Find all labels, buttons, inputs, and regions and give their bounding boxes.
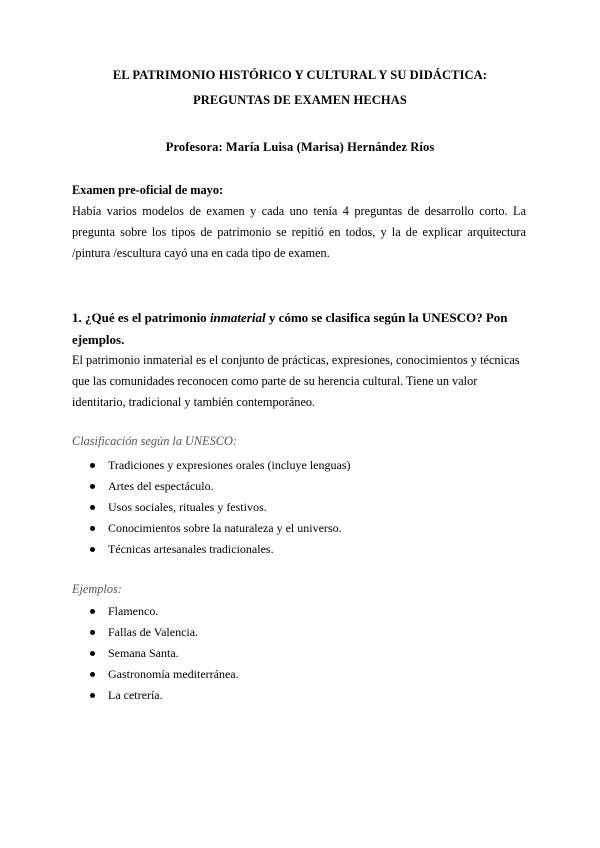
- list-item: [90, 476, 351, 497]
- list-item: [90, 497, 351, 518]
- list-item: [90, 539, 351, 560]
- list-item-text: Fallas de Valencia.: [108, 625, 199, 639]
- bullet-icon: [90, 463, 95, 468]
- document-title-line1: EL PATRIMONIO HISTÓRICO Y CULTURAL Y SU DIDÁCTICA:: [112, 68, 488, 82]
- exam-heading: Examen pre-oficial de mayo:: [72, 183, 224, 197]
- bullet-icon: [90, 609, 95, 614]
- list-item: [90, 622, 239, 643]
- question-1-prefix: 1. ¿Qué es el patrimonio: [72, 310, 210, 325]
- list-item-text: Artes del espectáculo.: [108, 479, 214, 493]
- list-item-text: Gastronomía mediterránea.: [108, 667, 239, 681]
- classification-heading: Clasificación según la UNESCO:: [72, 434, 237, 448]
- list-item: [90, 601, 239, 622]
- list-item-text: Tradiciones y expresiones orales (incluye lenguas): [108, 458, 351, 472]
- list-item-text: Usos sociales, rituales y festivos.: [108, 500, 267, 514]
- classification-list: [90, 455, 351, 560]
- list-item-text: Semana Santa.: [108, 646, 179, 660]
- list-item: [90, 664, 239, 685]
- list-item: [90, 685, 239, 706]
- bullet-icon: [90, 630, 95, 635]
- question-1-heading: [72, 307, 526, 350]
- document-title-line2: PREGUNTAS DE EXAMEN HECHAS: [193, 93, 407, 107]
- exam-description: Había varios modelos de examen y cada uno tenía 4 preguntas de desarrollo corto. La pregunta sobre los tipos de patrimonio se repitió en todos, y la de explicar arquitectura /pintura /escultura cayó una en cada tipo de examen.: [72, 204, 526, 260]
- list-item: [90, 643, 239, 664]
- question-1-suffix: y cómo se clasifica según la UNESCO? Pon ejemplos.: [72, 310, 508, 347]
- question-1-answer: El patrimonio inmaterial es el conjunto de prácticas, expresiones, conocimientos y técnicas que las comunidades reconocen como parte de su herencia cultural. Tiene un valor identitario, tradicional y también contemporáneo.: [72, 353, 520, 409]
- bullet-icon: [90, 547, 95, 552]
- bullet-icon: [90, 672, 95, 677]
- list-item-text: Flamenco.: [108, 604, 159, 618]
- bullet-icon: [90, 526, 95, 531]
- bullet-icon: [90, 505, 95, 510]
- examples-list: [90, 601, 239, 706]
- list-item-text: Técnicas artesanales tradicionales.: [108, 542, 274, 556]
- list-item: [90, 455, 351, 476]
- professor-name: Profesora: María Luisa (Marisa) Hernández Ríos: [165, 140, 435, 154]
- bullet-icon: [90, 651, 95, 656]
- list-item-text: La cetrería.: [108, 688, 163, 702]
- examples-heading: Ejemplos:: [72, 582, 122, 596]
- bullet-icon: [90, 693, 95, 698]
- list-item-text: Conocimientos sobre la naturaleza y el universo.: [108, 521, 342, 535]
- bullet-icon: [90, 484, 95, 489]
- list-item: [90, 518, 351, 539]
- question-1-emphasis: inmaterial: [209, 310, 266, 325]
